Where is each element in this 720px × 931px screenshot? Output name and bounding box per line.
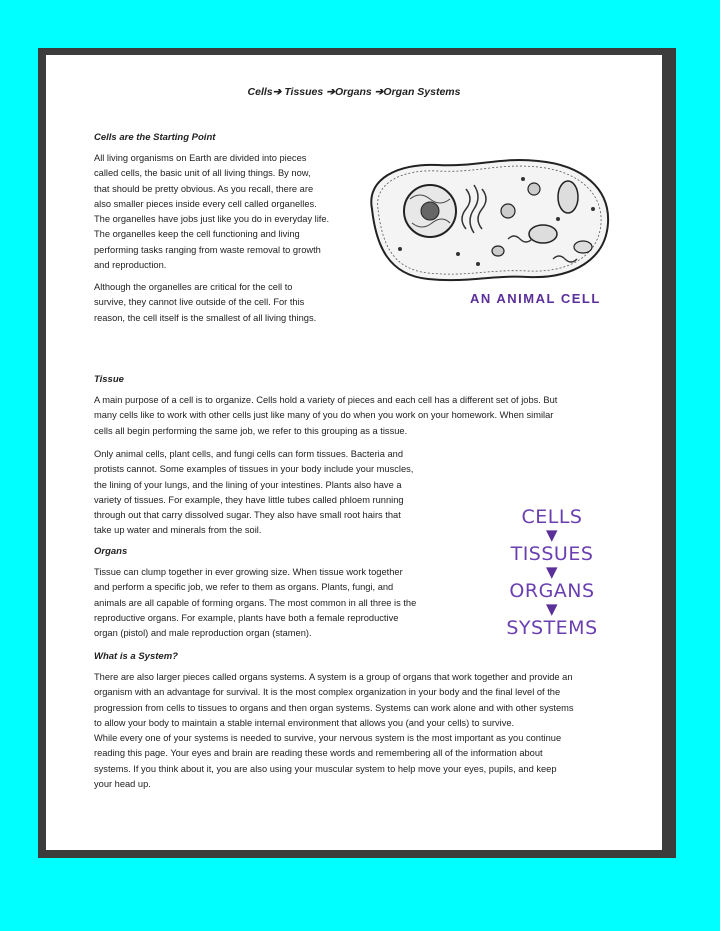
down-arrow-icon: ▼ xyxy=(545,563,559,581)
animal-cell-drawing xyxy=(358,149,618,289)
tissue-heading: Tissue xyxy=(94,374,124,385)
cells-paragraph-2: Although the organelles are critical for the cell to survive, they cannot live outside of the cell. For this reason, the cell itself is the smallest of all living things. xyxy=(94,282,317,323)
hierarchy-word-organs: ORGANS xyxy=(509,580,595,602)
hierarchy-word-systems: SYSTEMS xyxy=(506,617,598,639)
down-arrow-icon: ▼ xyxy=(545,526,559,544)
tissue-paragraph-1: A main purpose of a cell is to organize. Cells hold a variety of pieces and each cell has a different set of jobs. But many cells like to work with other cells just like many of you do when you work on your homework. When similar cells all begin performing the same job, we refer to this grouping as a tissue. xyxy=(94,395,558,436)
document-page xyxy=(46,55,662,850)
tissue-paragraph-2: Only animal cells, plant cells, and fungi cells can form tissues. Bacteria and protists cannot. Some examples of tissues in your body include your muscles, the lining of your lungs, and the lining of your intestines. Plants also have a variety of tissues. For example, they have little tubes called phloem running through out that carry dissolved sugar. They also have small root hairs that take up water and minerals from the soil. xyxy=(94,449,414,536)
down-arrow-icon: ▼ xyxy=(545,600,559,618)
hierarchy-word-tissues: TISSUES xyxy=(510,543,594,565)
organs-paragraph: Tissue can clump together in ever growing size. When tissue work together and perform a specific job, we refer to them as organs. Plants, fungi, and animals are all capable of forming organs. The most common in all three is the reproductive organs. For example, plants have both a female reproductive organ (pistol) and male reproduction organ (stamen). xyxy=(94,567,417,639)
hierarchy-graphic xyxy=(492,507,612,638)
cell-image-caption: AN ANIMAL CELL xyxy=(470,291,601,306)
system-paragraph: There are also larger pieces called organs systems. A system is a group of organs that work together and provide an organism with an advantage for survival. It is the most complex organization in your body and the final level of the progression from cells to tissues to organs and then organ systems. Systems can work alone and with other systems to allow your body to maintain a stable internal environment that allows you (and your cells) to survive. While every one of your systems is needed to survive, your nervous system is the most important as you continue reading this page. Your eyes and brain are reading these words and remembering all of the information about systems. If you think about it, you are also using your muscular system to help move your eyes, pupils, and keep your head up. xyxy=(94,672,574,790)
cells-heading: Cells are the Starting Point xyxy=(94,132,216,143)
cells-paragraph-1: All living organisms on Earth are divided into pieces called cells, the basic unit of all living things. By now, that should be pretty obvious. As you recall, there are also smaller pieces inside every cell called organelles. The organelles have jobs just like you do in everyday life. The organelles keep the cell functioning and living performing tasks ranging from waste removal to growth and reproduction. xyxy=(94,153,330,271)
system-heading: What is a System? xyxy=(94,651,178,662)
page-title: Cells➔ Tissues ➔Organs ➔Organ Systems xyxy=(247,86,461,98)
hierarchy-word-cells: CELLS xyxy=(521,506,583,528)
animal-cell-illustration xyxy=(358,149,618,289)
organs-heading: Organs xyxy=(94,546,128,557)
